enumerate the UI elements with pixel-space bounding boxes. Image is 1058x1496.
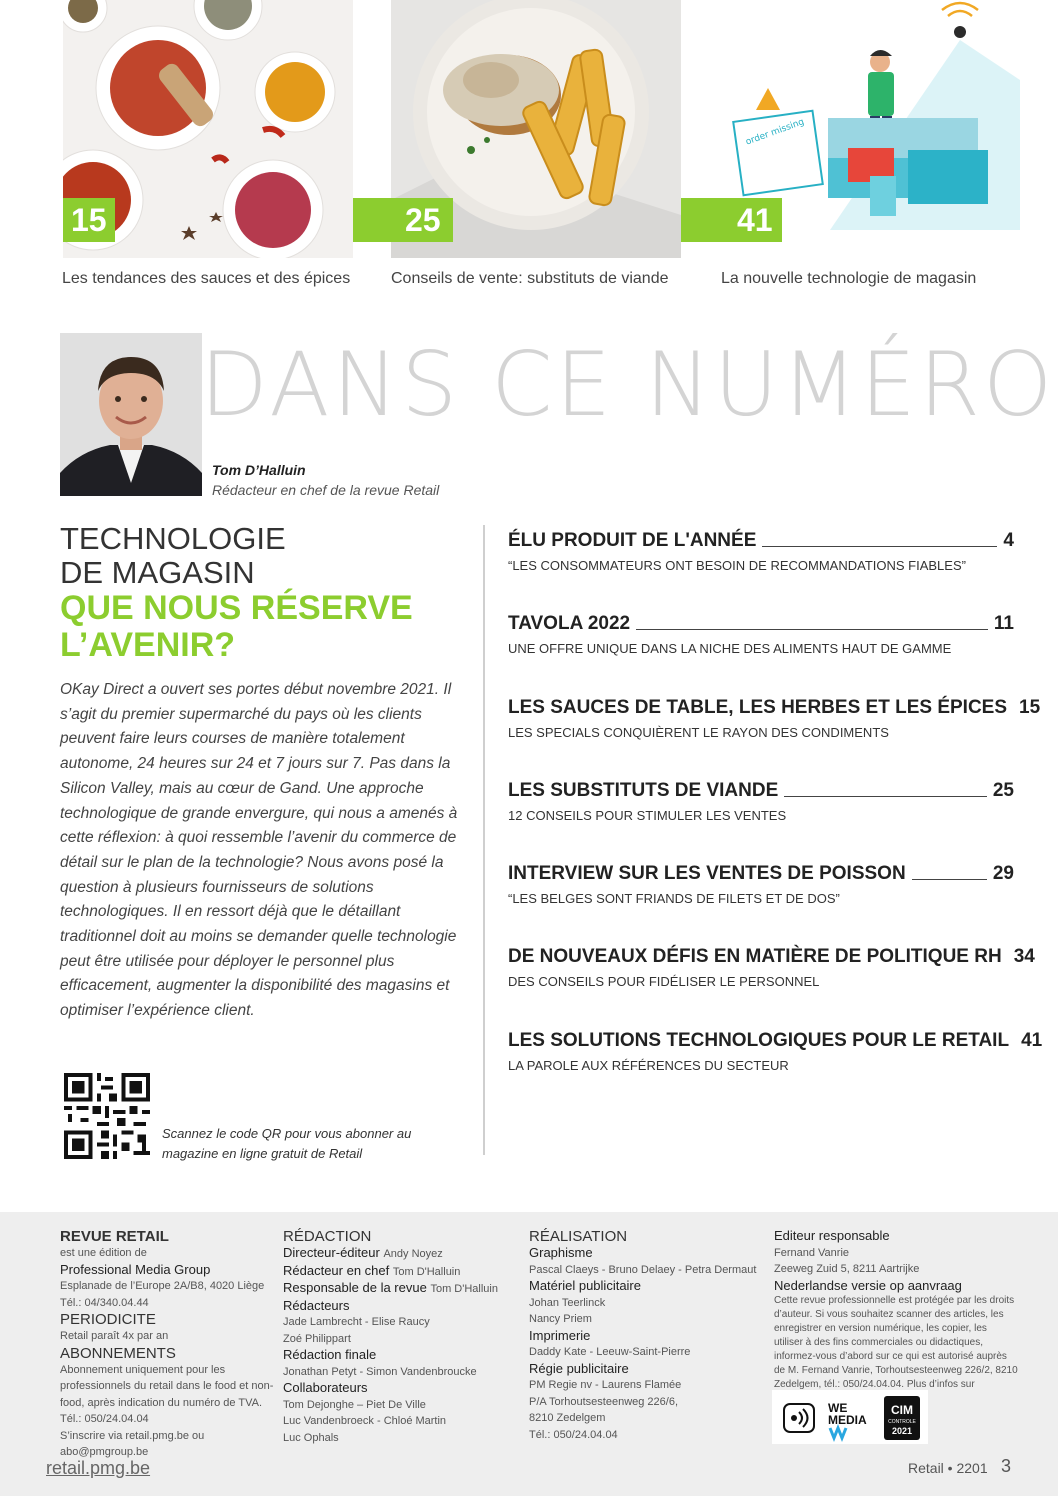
editorial-heading-line: TECHNOLOGIE bbox=[60, 521, 286, 556]
toc-item-page: 11 bbox=[993, 613, 1014, 635]
toc-item[interactable] bbox=[508, 526, 1014, 609]
colophon-text: Tom Dejonghe – Piet De Ville bbox=[283, 1398, 426, 1411]
colophon-label: Rédacteur en chef bbox=[283, 1262, 390, 1278]
feature-caption-spices[interactable]: Les tendances des sauces et des épices bbox=[62, 270, 351, 287]
colophon-text: Tél.: 04/340.04.44 bbox=[60, 1296, 149, 1309]
toc-item-title: INTERVIEW SUR LES VENTES DE POISSON bbox=[508, 863, 906, 885]
toc-item-subtitle: “LES BELGES SONT FRIANDS DE FILETS ET DE DOS” bbox=[508, 891, 840, 907]
colophon-legal bbox=[774, 1228, 1018, 1406]
leader-line bbox=[784, 796, 987, 797]
colophon-text: 8210 Zedelgem bbox=[529, 1412, 606, 1424]
feature-number-badge: 15 bbox=[63, 198, 115, 242]
cim-logo-year: 2021 bbox=[891, 1426, 913, 1436]
feature-spices[interactable] bbox=[63, 0, 353, 258]
we-media-logo-line1: WE bbox=[828, 1401, 848, 1415]
colophon-heading: RÉALISATION bbox=[529, 1228, 628, 1245]
toc-item[interactable] bbox=[508, 609, 1014, 692]
issue-label: Retail • 2201 bbox=[908, 1460, 988, 1476]
editorial-heading bbox=[60, 522, 480, 664]
colophon-text: Esplanade de l’Europe 2A/B8, 4020 Liège bbox=[60, 1280, 265, 1292]
colophon-text: Nancy Priem bbox=[529, 1313, 592, 1325]
website-link[interactable]: retail.pmg.be bbox=[46, 1458, 151, 1478]
colophon-heading: REVUE RETAIL bbox=[60, 1228, 169, 1245]
toc-item-page: 4 bbox=[1003, 530, 1014, 551]
colophon-label: Imprimerie bbox=[529, 1327, 591, 1343]
toc-item-subtitle: “LES CONSOMMATEURS ONT BESOIN DE RECOMMANDATIONS FIABLES” bbox=[508, 558, 966, 573]
qr-caption: Scannez le code QR pour vous abonner au magazine en ligne gratuit de Retail bbox=[162, 1126, 412, 1161]
cim-logo-sub: CONTROLE bbox=[888, 1419, 916, 1425]
colophon-production bbox=[529, 1228, 765, 1443]
colophon-label: Editeur responsable bbox=[774, 1228, 890, 1243]
colophon-text: Tél.: 050/24.04.04 bbox=[529, 1428, 618, 1441]
toc-item-title: LES SUBSTITUTS DE VIANDE bbox=[508, 779, 779, 801]
cim-logo-icon bbox=[884, 1396, 920, 1440]
author-photo bbox=[60, 333, 202, 496]
colophon-text: Retail paraît 4x par an bbox=[60, 1330, 169, 1342]
colophon-label: Responsable de la revue bbox=[283, 1280, 427, 1295]
toc-item-page: 34 bbox=[1013, 946, 1035, 968]
toc-item-subtitle: 12 CONSEILS POUR STIMULER LES VENTES bbox=[508, 807, 787, 823]
colophon-text: Zoé Philippart bbox=[283, 1332, 351, 1345]
colophon-text: PM Regie nv - Laurens Flamée bbox=[529, 1379, 682, 1391]
colophon-heading: ABONNEMENTS bbox=[60, 1344, 176, 1362]
author-name: Tom D’Halluin bbox=[212, 462, 306, 478]
feature-number-badge: 41 bbox=[681, 198, 782, 242]
colophon-text: Luc Vandenbroeck - Chloé Martin bbox=[283, 1415, 447, 1427]
toc-item[interactable] bbox=[508, 942, 1035, 1025]
we-media-logo-icon bbox=[828, 1401, 867, 1438]
column-divider bbox=[483, 525, 485, 1155]
toc-item-page: 41 bbox=[1021, 1029, 1043, 1051]
cim-logo-text: CIM bbox=[891, 1403, 913, 1417]
colophon-text: Pascal Claeys - Bruno Delaey - Petra Dermaut bbox=[529, 1263, 757, 1276]
page-title: DANS CE NUMÉRO bbox=[200, 333, 1056, 436]
colophon-text: Cette revue professionnelle est protégée par les droits d’auteur. Si vous souhaitez scanner des articles, les enregistrer en version numérique, les copier, les utiliser à des fins commerciales ou didactiques, informez-vous d’abord sur ce qui est autorisé auprès de M. Fernand Vanrie, Torhoutsesteenweg 226/2, 8210 Zedelgem, tél.: 050/24.04.04. Plus d’infos sur bbox=[774, 1295, 1018, 1390]
toc-item-page: 15 bbox=[1019, 696, 1041, 718]
colophon-label: Rédaction finale bbox=[283, 1347, 377, 1362]
feature-meat-substitutes[interactable] bbox=[391, 0, 681, 258]
leader-line bbox=[762, 546, 997, 547]
feature-caption-meat-substitutes[interactable]: Conseils de vente: substituts de viande bbox=[391, 270, 669, 287]
colophon-label: Régie publicitaire bbox=[529, 1360, 629, 1376]
colophon-text: Johan Teerlinck bbox=[529, 1296, 606, 1309]
toc-item-title: LES SOLUTIONS TECHNOLOGIQUES POUR LE RETAIL bbox=[508, 1029, 1010, 1051]
wireless-logo-icon bbox=[784, 1404, 814, 1432]
toc-item-title: DE NOUVEAUX DÉFIS EN MATIÈRE DE POLITIQUE RH bbox=[508, 946, 1002, 968]
colophon-label: Collaborateurs bbox=[283, 1380, 368, 1395]
toc-item-page: 29 bbox=[992, 863, 1014, 885]
colophon-text: Jade Lambrecht - Elise Raucy bbox=[283, 1316, 430, 1328]
editorial-heading-accent: L’AVENIR? bbox=[60, 626, 236, 664]
we-media-logo-line2: MEDIA bbox=[828, 1413, 867, 1427]
colophon-text: Tél.: 050/24.04.04 bbox=[60, 1413, 149, 1425]
editorial-heading-accent: QUE NOUS RÉSERVE bbox=[60, 589, 413, 627]
author-role: Rédacteur en chef de la revue Retail bbox=[212, 482, 440, 498]
leader-line bbox=[636, 629, 988, 630]
toc-item-subtitle: UNE OFFRE UNIQUE DANS LA NICHE DES ALIMENTS HAUT DE GAMME bbox=[508, 641, 952, 657]
toc-item-title: LES SAUCES DE TABLE, LES HERBES ET LES ÉPICES bbox=[508, 696, 1008, 718]
colophon-editorial bbox=[283, 1228, 519, 1446]
colophon-publisher bbox=[60, 1228, 274, 1461]
colophon-text: Zeeweg Zuid 5, 8211 Aartrijke bbox=[774, 1263, 920, 1275]
toc-item-page: 25 bbox=[992, 779, 1014, 801]
qr-code[interactable] bbox=[64, 1073, 150, 1159]
page-number: 3 bbox=[1001, 1456, 1012, 1476]
toc-item-subtitle: LA PAROLE AUX RÉFÉRENCES DU SECTEUR bbox=[508, 1057, 789, 1073]
colophon-label: Graphisme bbox=[529, 1245, 593, 1260]
colophon-heading: RÉDACTION bbox=[283, 1228, 372, 1245]
colophon-label: Matériel publicitaire bbox=[529, 1278, 641, 1293]
toc-item-title: TAVOLA 2022 bbox=[508, 613, 631, 635]
colophon-label: Nederlandse versie op aanvraag bbox=[774, 1277, 962, 1293]
colophon-text: Tom D'Halluin bbox=[430, 1283, 498, 1295]
leader-line bbox=[912, 879, 987, 880]
feature-number-badge: 25 bbox=[353, 198, 453, 242]
editorial-heading-line: DE MAGASIN bbox=[60, 555, 255, 590]
toc-item[interactable] bbox=[508, 859, 1014, 942]
colophon-text: Tom D'Halluin bbox=[392, 1265, 461, 1278]
colophon-text: Jonathan Petyt - Simon Vandenbroucke bbox=[283, 1365, 477, 1378]
table-of-contents bbox=[508, 526, 1043, 1109]
colophon-text: Abonnement uniquement pour les professionnels du retail dans le food et non-food, après indication du numéro de TVA. bbox=[60, 1363, 274, 1409]
toc-item[interactable] bbox=[508, 693, 1041, 776]
editorial-body: OKay Direct a ouvert ses portes début novembre 2021. Il s’agit du premier supermarché du pays où les clients peuvent faire leurs courses de manière totalement autonome, 24 heures sur 24 et 7 jours sur 7. Pas dans la Silicon Valley, mais au cœur de Gand. Une approche technologique de grande envergure, qui nous a amenés à cette réflexion: à quoi ressemble l’avenir du commerce de détail sur le plan de la technologie? Nous avons posé la question à plusieurs fournisseurs de solutions technologiques. Il en ressort déjà que le détaillant traditionnel doit au moins se demander quelle technologie peut être utilisée pour déployer le personnel plus efficacement, augmenter la disponibilité des magasins et optimiser l’expérience client. bbox=[60, 681, 458, 1020]
colophon-text: est une édition de bbox=[60, 1247, 147, 1259]
colophon-heading: PERIODICITE bbox=[60, 1311, 156, 1328]
colophon-label: Rédacteurs bbox=[283, 1297, 350, 1313]
partner-logos bbox=[772, 1390, 928, 1444]
toc-item-title: ÉLU PRODUIT DE L'ANNÉE bbox=[508, 530, 757, 551]
order-missing-note: order missing bbox=[744, 117, 806, 148]
toc-item-subtitle: DES CONSEILS POUR FIDÉLISER LE PERSONNEL bbox=[508, 974, 820, 990]
colophon bbox=[0, 1212, 1058, 1496]
colophon-text: P/A Torhoutsesteenweg 226/6, bbox=[529, 1395, 679, 1408]
colophon-text: Fernand Vanrie bbox=[774, 1246, 850, 1259]
feature-caption-store-technology[interactable]: La nouvelle technologie de magasin bbox=[721, 270, 977, 287]
colophon-text: Luc Ophals bbox=[283, 1431, 339, 1444]
colophon-label: Directeur-éditeur bbox=[283, 1245, 380, 1260]
colophon-label: Professional Media Group bbox=[60, 1261, 211, 1277]
colophon-text: Andy Noyez bbox=[383, 1248, 443, 1260]
toc-item[interactable] bbox=[508, 1026, 1043, 1109]
colophon-text: S’inscrire via retail.pmg.be ou abo@pmgroup.be bbox=[60, 1429, 205, 1458]
toc-item-subtitle: LES SPECIALS CONQUIÈRENT LE RAYON DES CONDIMENTS bbox=[508, 724, 889, 740]
colophon-text: Daddy Kate - Leeuw-Saint-Pierre bbox=[529, 1346, 691, 1358]
toc-item[interactable] bbox=[508, 776, 1014, 859]
feature-store-technology[interactable] bbox=[720, 0, 1020, 258]
